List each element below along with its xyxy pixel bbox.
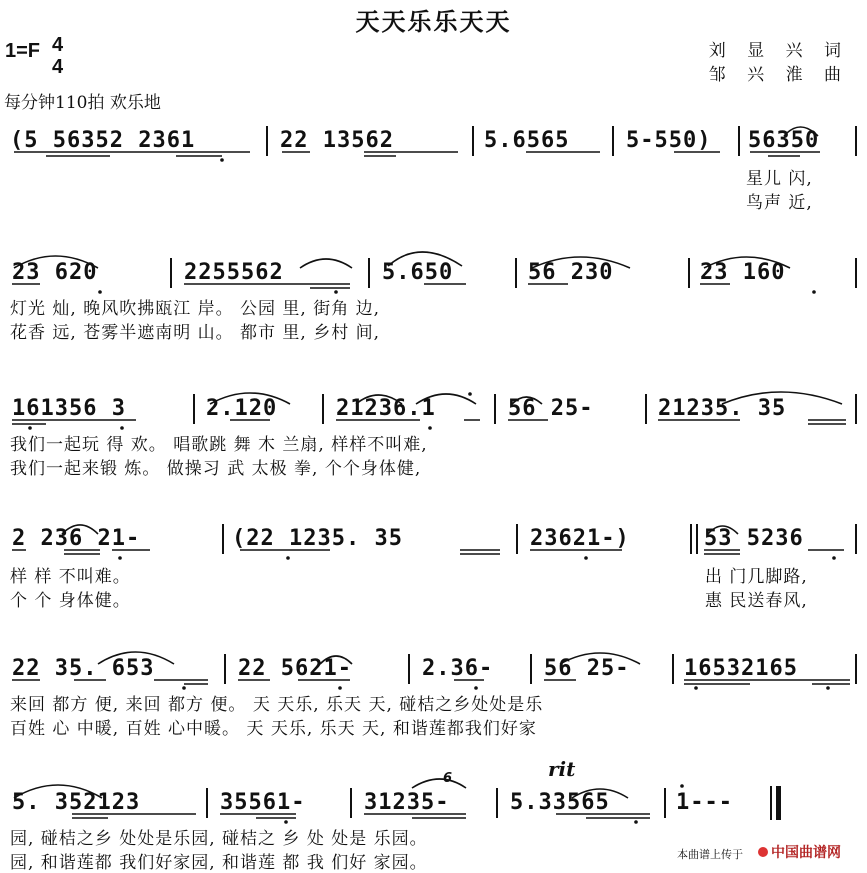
slur: [98, 652, 174, 664]
lyric-verse-2: 园, 和谐莲都 我们好家园, 和谐莲 都 我 们好 家园。: [10, 853, 428, 873]
measure: 56 25-: [508, 396, 594, 421]
measure: 56350: [748, 128, 820, 153]
measure: 22 13562: [280, 128, 394, 153]
lyric-verse-1: 星儿 闪,: [746, 169, 813, 189]
measure: 5. 352123: [12, 790, 141, 815]
lyric-verse-1: 来回 都方 便, 来回 都方 便。 天 天乐, 乐天 天, 碰桔之乡处处是乐: [10, 695, 544, 715]
lyric-verse-1: 出 门几脚路,: [705, 567, 808, 587]
slur: [300, 259, 352, 268]
lyric-verse-2: 惠 民送春风,: [705, 591, 808, 611]
lyric-verse-2: 鸟声 近,: [746, 193, 813, 213]
slur: [388, 252, 462, 266]
time-signature-top: 4: [52, 34, 64, 56]
measure: 2.36-: [422, 656, 494, 681]
tempo-marking: 每分钟110拍 欢乐地: [4, 93, 161, 113]
slur: [532, 257, 630, 268]
measure: 31235-: [364, 790, 450, 815]
slur: [708, 526, 738, 534]
time-signature-bottom: 4: [52, 56, 64, 78]
lyric-verse-1: 我们一起玩 得 欢。 唱歌跳 舞 木 兰扇, 样样不叫难,: [10, 435, 428, 455]
composer-credit: 邹 兴 淮 曲: [708, 65, 849, 85]
measure: 21236.1: [336, 396, 436, 421]
measure: 35561-: [220, 790, 306, 815]
slur: [704, 257, 790, 268]
ritardando-marking: rit: [548, 757, 576, 781]
lyric-verse-2: 百姓 心 中暖, 百姓 心中暖。 天 天乐, 乐天 天, 和谐莲都我们好家: [10, 719, 537, 739]
measure: 53 5236: [704, 526, 804, 551]
measure: 2 236 21-: [12, 526, 141, 551]
measure: 5.650: [382, 260, 454, 285]
slur: [784, 127, 818, 136]
lyricist-credit: 刘 显 兴 词: [708, 41, 849, 61]
slur: [416, 394, 476, 404]
lyric-verse-1: 灯光 灿, 晚风吹拂瓯江 岸。 公园 里, 街角 边,: [10, 299, 381, 319]
measure: (5 56352 2361: [10, 128, 196, 153]
measure: 2.120: [206, 396, 278, 421]
measure: 5.6565: [484, 128, 570, 153]
slur: [210, 393, 290, 404]
slur: [14, 785, 102, 798]
slur: [62, 525, 98, 534]
lyric-verse-2: 花香 远, 苍雾半遮南明 山。 都市 里, 乡村 间,: [10, 323, 381, 343]
song-title: 天天乐乐天天: [355, 8, 512, 36]
slur: [356, 395, 402, 404]
slur: [572, 789, 628, 798]
slur: [560, 653, 640, 664]
slur: [412, 779, 466, 788]
measure: 23 620: [12, 260, 98, 285]
measure: 56 230: [528, 260, 614, 285]
measure: 5.33565: [510, 790, 610, 815]
measure: 56 25-: [544, 656, 630, 681]
measure: 2255562: [184, 260, 284, 285]
upload-note: 本曲谱上传于: [677, 848, 743, 861]
measure: 16532165: [684, 656, 798, 681]
measure: 23621-): [530, 526, 630, 551]
slur: [722, 392, 842, 404]
key-signature: 1=F: [5, 40, 41, 62]
measure: 1---: [676, 790, 733, 815]
measure: 161356 3: [12, 396, 126, 421]
slur: [14, 256, 98, 268]
lyric-verse-2: 个 个 身体健。: [10, 591, 131, 611]
slur: [320, 656, 352, 664]
lyric-verse-2: 我们一起来锻 炼。 做操习 武 太极 拳, 个个身体健,: [10, 459, 422, 479]
measure: 22 35. 653: [12, 656, 155, 681]
lyric-verse-1: 园, 碰桔之乡 处处是乐园, 碰桔之 乡 处 处是 乐园。: [10, 829, 428, 849]
lyric-verse-1: 样 样 不叫难。: [10, 567, 131, 587]
measure: (22 1235. 35: [232, 526, 403, 551]
measure: 21235. 35: [658, 396, 787, 421]
site-logo-text: 中国曲谱网: [771, 845, 841, 861]
measure: 23 160: [700, 260, 786, 285]
measure: 22 5621-: [238, 656, 352, 681]
tuplet-marking: 6: [443, 771, 453, 786]
slur: [512, 397, 542, 404]
measure: 5-550): [626, 128, 712, 153]
